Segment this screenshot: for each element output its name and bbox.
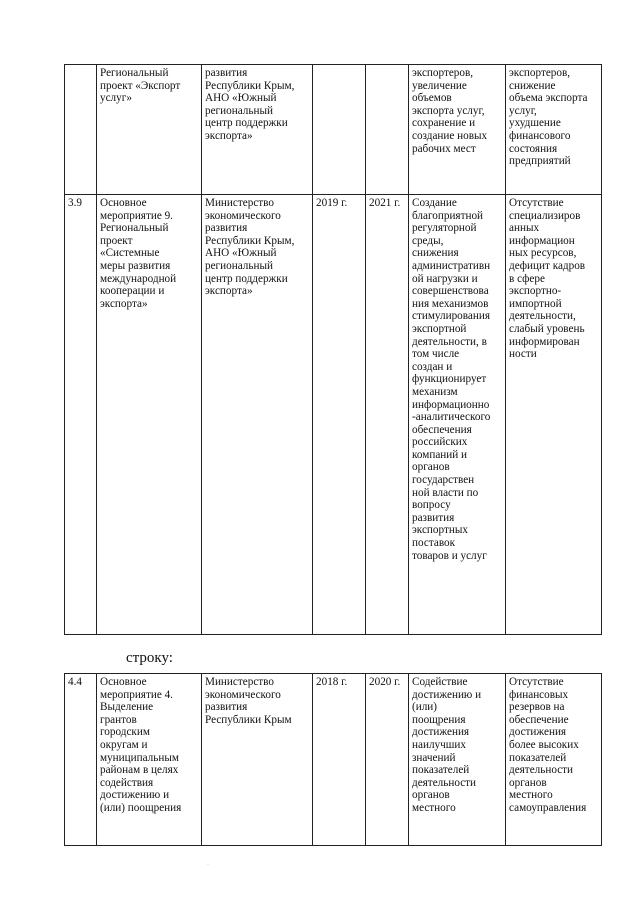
expected-result-cell: Создание благоприятной регуляторной среды, снижения административн ой нагрузки и совершенствова ния механизмов стимулирования экспортной деятельности, в том числе создан и функционирует механизм информационно -аналитического обеспечения российских компаний и органов государствен ной власти по вопросу развития экспортных поставок товаров и услуг <box>409 195 506 635</box>
measure-name-cell: Региональный проект «Экспорт услуг» <box>97 65 202 195</box>
table-row <box>65 195 602 635</box>
table-row <box>65 65 602 195</box>
row-number-cell: 4.4 <box>65 674 97 846</box>
measure-name-cell: Основное мероприятие 9. Региональный проект «Системные меры развития международной кооперации и экспорта» <box>97 195 202 635</box>
end-year-cell: 2020 г. <box>366 674 409 846</box>
instruction-label: строку: <box>126 650 173 666</box>
measures-table-new-row <box>64 673 602 846</box>
expected-result-cell: Содействие достижению и (или) поощрения достижения наилучших значений показателей деятельности органов местного <box>409 674 506 846</box>
end-year-cell <box>366 65 409 195</box>
end-year-cell: 2021 г. <box>366 195 409 635</box>
row-number-cell: 3.9 <box>65 195 97 635</box>
expected-result-cell: экспортеров, увеличение объемов экспорта услуг, сохранение и создание новых рабочих мест <box>409 65 506 195</box>
scan-speck: · <box>207 862 209 868</box>
start-year-cell: 2018 г. <box>313 674 366 846</box>
row-number-cell <box>65 65 97 195</box>
measure-name-cell: Основное мероприятие 4. Выделение грантов городским округам и муниципальным районам в целях содействия достижению и (или) поощрения <box>97 674 202 846</box>
executor-cell: Министерство экономического развития Республики Крым <box>202 674 313 846</box>
consequences-cell: Отсутствие финансовых резервов на обеспечение достижения более высоких показателей деятельности органов местного самоуправления <box>506 674 602 846</box>
executor-cell: Министерство экономического развития Республики Крым, АНО «Южный региональный центр поддержки экспорта» <box>202 195 313 635</box>
start-year-cell: 2019 г. <box>313 195 366 635</box>
consequences-cell: экспортеров, снижение объема экспорта услуг, ухудшение финансового состояния предприятий <box>506 65 602 195</box>
executor-cell: развития Республики Крым, АНО «Южный региональный центр поддержки экспорта» <box>202 65 313 195</box>
consequences-cell: Отсутствие специализиров анных информацион ных ресурсов, дефицит кадров в сфере экспортно- импортной деятельности, слабый уровень информирован ности <box>506 195 602 635</box>
start-year-cell <box>313 65 366 195</box>
table-row <box>65 674 602 846</box>
measures-table-continued <box>64 64 602 635</box>
